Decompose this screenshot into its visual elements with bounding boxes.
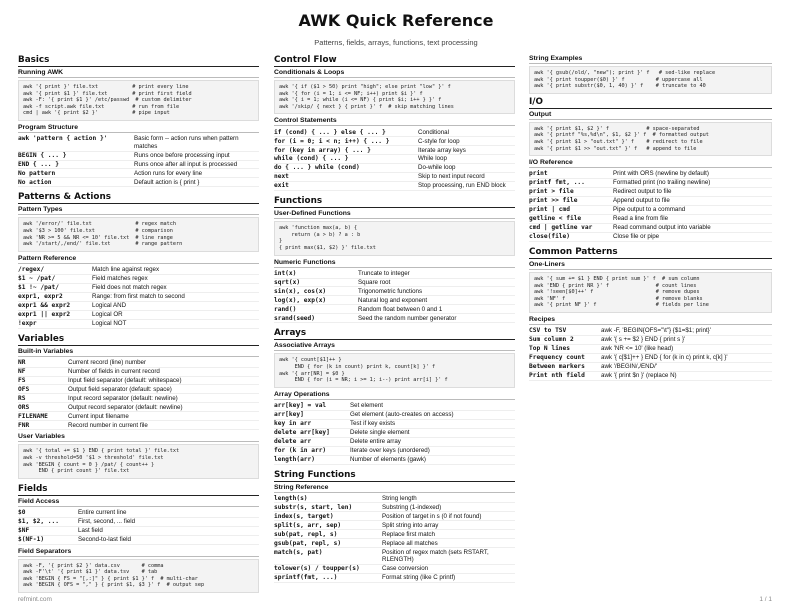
subsection-title: Numeric Functions (274, 259, 515, 268)
table-row (529, 206, 772, 215)
code-block: awk '{ count[$1]++ } END { for (k in count) print k, count[k] }' f awk '{ arr[NR] = $0 } END { for (i = NR; i >= 1; i--) print arr[i] }' f (274, 353, 515, 387)
row-description: Range: from first match to second (92, 292, 259, 301)
table-row (274, 539, 515, 548)
row-key: sqrt(x) (274, 278, 358, 287)
table-row (274, 137, 515, 146)
row-description: Delete entire array (350, 437, 515, 446)
table-row (18, 517, 259, 526)
row-description: Current record (line) number (68, 359, 259, 367)
row-description: Position of regex match (sets RSTART, RLENGTH) (382, 548, 515, 565)
row-key: NF (18, 367, 68, 376)
row-key: !expr (18, 319, 92, 328)
row-key: printf fmt, ... (529, 179, 613, 188)
sub-numeric-functions (274, 259, 515, 324)
sub-builtin-variables (18, 348, 259, 431)
code-block: awk '{ sum += $1 } END { print sum }' f # sum column awk 'END { print NR }' f # count lines awk '!seen[$0]++' f # remove dupes awk 'NF' f # remove blanks awk '{ print NF }' f # fields per line (529, 272, 772, 313)
section-title: Patterns & Actions (18, 192, 259, 204)
row-description: Natural log and exponent (358, 296, 515, 305)
table-row (18, 535, 259, 544)
reference-table (18, 135, 259, 187)
row-key: FS (18, 376, 68, 385)
row-description: Pipe output to a command (613, 206, 772, 215)
table-row (529, 362, 772, 371)
subsection-title: Pattern Reference (18, 255, 259, 264)
subsection-title: Recipes (529, 316, 772, 325)
row-description: Iterate array keys (418, 146, 515, 155)
table-row (274, 164, 515, 173)
footer-site: refmint.com (18, 596, 52, 603)
table-row (274, 521, 515, 530)
row-key: int(x) (274, 270, 358, 278)
row-description: Replace all matches (382, 539, 515, 548)
sub-running-awk (18, 69, 259, 121)
row-description: Output field separator (default: space) (68, 385, 259, 394)
subsection-title: Array Operations (274, 391, 515, 400)
section-title: Common Patterns (529, 247, 772, 259)
table-row (274, 495, 515, 503)
table-row (274, 305, 515, 314)
column-3 (529, 55, 772, 386)
row-description: Runs once before processing input (134, 151, 259, 160)
sub-user-functions (274, 210, 515, 255)
row-key: gsub(pat, repl, s) (274, 539, 382, 548)
table-row (18, 376, 259, 385)
row-description: Truncate to integer (358, 270, 515, 278)
table-row (18, 367, 259, 376)
row-key: cmd | getline var (529, 223, 613, 232)
row-description: awk 'NR <= 10' (like head) (601, 344, 772, 353)
table-row (18, 266, 259, 274)
row-description: awk '{ c[$1]++ } END { for (k in c) print k, c[k] }' (601, 353, 772, 362)
row-description: Conditional (418, 128, 515, 136)
row-description: C-style for loop (418, 137, 515, 146)
table-row (274, 573, 515, 582)
row-description: Logical OR (92, 310, 259, 319)
page-title: AWK Quick Reference (298, 11, 494, 30)
row-key: split(s, arr, sep) (274, 521, 382, 530)
subsection-title: Control Statements (274, 117, 515, 126)
table-row (274, 402, 515, 410)
table-row (18, 292, 259, 301)
table-row (18, 301, 259, 310)
code-block: awk '{ gsub(/old/, "new"); print }' f # sed-like replace awk '{ print toupper($0) }' f # uppercase all awk '{ print substr($0, 1, 40) }' f # truncate to 40 (529, 66, 772, 94)
row-key: print (529, 170, 613, 178)
row-key: srand(seed) (274, 314, 358, 323)
table-row (274, 287, 515, 296)
section-string-functions (274, 470, 515, 583)
section-title: Basics (18, 55, 259, 67)
reference-table (274, 402, 515, 465)
row-key: $NF (18, 526, 78, 535)
row-key: if (cond) { ... } else { ... } (274, 128, 418, 136)
table-row (529, 197, 772, 206)
row-description: Seed the random number generator (358, 314, 515, 323)
row-description: Record number in current file (68, 421, 259, 430)
table-row (274, 455, 515, 464)
row-description: Delete single element (350, 428, 515, 437)
table-row (274, 428, 515, 437)
table-row (18, 526, 259, 535)
row-description: awk '{ print $n }' (replace N) (601, 371, 772, 380)
sub-string-examples (529, 55, 772, 94)
section-control-flow (274, 55, 515, 191)
row-description: Split string into array (382, 521, 515, 530)
sub-io-reference (529, 159, 772, 242)
row-key: length(s) (274, 495, 382, 503)
section-title: String Functions (274, 470, 515, 482)
sub-field-separators (18, 548, 259, 593)
table-row (274, 182, 515, 191)
section-title: Fields (18, 484, 259, 496)
row-key: for (i = 0; i < n; i++) { ... } (274, 137, 418, 146)
row-key: No pattern (18, 169, 134, 178)
row-key: while (cond) { ... } (274, 155, 418, 164)
row-key: $1 !~ /pat/ (18, 283, 92, 292)
row-description: Second-to-last field (78, 535, 259, 544)
sub-string-reference (274, 484, 515, 583)
row-key: Between markers (529, 362, 601, 371)
row-key: length(arr) (274, 455, 350, 464)
sub-control-statements (274, 117, 515, 191)
row-key: $(NF-1) (18, 535, 78, 544)
table-row (529, 344, 772, 353)
row-key: index(s, target) (274, 512, 382, 521)
sub-associative-arrays (274, 342, 515, 387)
table-row (274, 270, 515, 278)
row-key: ORS (18, 403, 68, 412)
row-description: Current input filename (68, 412, 259, 421)
sub-user-variables (18, 433, 259, 478)
row-description: Get element (auto-creates on access) (350, 410, 515, 419)
row-key: NR (18, 359, 68, 367)
row-description: Stop processing, run END block (418, 182, 515, 191)
row-key: /regex/ (18, 266, 92, 274)
subsection-title: I/O Reference (529, 159, 772, 168)
row-description: Test if key exists (350, 419, 515, 428)
row-description: Number of elements (gawk) (350, 455, 515, 464)
row-key: END { ... } (18, 160, 134, 169)
subsection-title: String Reference (274, 484, 515, 493)
subsection-title: User Variables (18, 433, 259, 442)
table-row (18, 310, 259, 319)
reference-table (18, 359, 259, 431)
row-description: Field does not match regex (92, 283, 259, 292)
row-description: While loop (418, 155, 515, 164)
subsection-title: Program Structure (18, 124, 259, 133)
row-description: Read command output into variable (613, 223, 772, 232)
code-block: awk '{ print }' file.txt # print every line awk '{ print $1 }' file.txt # print first field awk -F: '{ print $1 }' /etc/passwd # custom delimiter awk -f script.awk file.txt # run from file cmd | awk '{ print $2 }' # pipe input (18, 80, 259, 121)
table-row (18, 274, 259, 283)
table-row (274, 419, 515, 428)
row-key: delete arr (274, 437, 350, 446)
row-description: First, second, ... field (78, 517, 259, 526)
row-description: Input field separator (default: whitespace) (68, 376, 259, 385)
row-description: Close file or pipe (613, 232, 772, 241)
table-row (274, 530, 515, 539)
sub-one-liners (529, 261, 772, 313)
table-row (18, 403, 259, 412)
code-block: awk '/error/' file.txt # regex match awk '$3 > 100' file.txt # comparison awk 'NR >= 5 && NR <= 10' file.txt # line range awk '/start/,/end/' file.txt # range pattern (18, 217, 259, 251)
footer-page-number: 1 / 1 (759, 596, 772, 603)
row-description: Skip to next input record (418, 173, 515, 182)
row-description: Random float between 0 and 1 (358, 305, 515, 314)
section-title: I/O (529, 97, 772, 109)
row-key: sin(x), cos(x) (274, 287, 358, 296)
subsection-title: String Examples (529, 55, 772, 64)
table-row (529, 170, 772, 178)
row-key: Print nth field (529, 371, 601, 380)
row-key: rand() (274, 305, 358, 314)
table-row (274, 512, 515, 521)
row-description: Action runs for every line (134, 169, 259, 178)
table-row (18, 160, 259, 169)
section-title: Variables (18, 334, 259, 346)
row-key: awk 'pattern { action }' (18, 135, 134, 151)
table-row (274, 173, 515, 182)
row-description: Field matches regex (92, 274, 259, 283)
table-row (529, 327, 772, 335)
table-row (274, 314, 515, 323)
row-key: for (key in array) { ... } (274, 146, 418, 155)
row-description: Do-while loop (418, 164, 515, 173)
row-description: Set element (350, 402, 515, 410)
section-title: Functions (274, 196, 515, 208)
row-key: for (k in arr) (274, 446, 350, 455)
row-description: Square root (358, 278, 515, 287)
row-description: awk '{ s += $2 } END { print s }' (601, 335, 772, 344)
row-key: CSV to TSV (529, 327, 601, 335)
table-row (274, 564, 515, 573)
row-description: Formatted print (no trailing newline) (613, 179, 772, 188)
section-functions (274, 196, 515, 323)
column-1 (18, 55, 259, 598)
row-key: BEGIN { ... } (18, 151, 134, 160)
table-row (274, 446, 515, 455)
section-basics (18, 55, 259, 187)
reference-table (18, 266, 259, 329)
row-key: arr[key] = val (274, 402, 350, 410)
subsection-title: Output (529, 111, 772, 120)
sub-conditionals-loops (274, 69, 515, 114)
row-key: RS (18, 394, 68, 403)
row-description: Position of target in s (0 if not found) (382, 512, 515, 521)
section-common-patterns (529, 247, 772, 381)
table-row (18, 359, 259, 367)
subsection-title: Field Separators (18, 548, 259, 557)
section-patterns (18, 192, 259, 328)
sub-output (529, 111, 772, 156)
row-description: Input record separator (default: newline) (68, 394, 259, 403)
row-key: do { ... } while (cond) (274, 164, 418, 173)
sub-recipes (529, 316, 772, 381)
table-row (18, 169, 259, 178)
section-fields (18, 484, 259, 593)
table-row (529, 188, 772, 197)
row-description: Output record separator (default: newline) (68, 403, 259, 412)
row-key: OFS (18, 385, 68, 394)
row-key: delete arr[key] (274, 428, 350, 437)
row-description: Redirect output to file (613, 188, 772, 197)
row-description: Runs once after all input is processed (134, 160, 259, 169)
table-row (18, 151, 259, 160)
row-key: next (274, 173, 418, 182)
row-key: sub(pat, repl, s) (274, 530, 382, 539)
sub-array-operations (274, 391, 515, 465)
code-block: awk '{ if ($1 > 50) print "high"; else print "low" }' f awk '{ for (i = 1; i <= NF; i++) print $i }' f awk '{ i = 1; while (i <= NF) { print $i; i++ } }' f awk '/skip/ { next } { print }' f # skip matching lines (274, 80, 515, 114)
row-key: sprintf(fmt, ...) (274, 573, 382, 582)
table-row (18, 412, 259, 421)
table-row (529, 232, 772, 241)
row-key: expr1, expr2 (18, 292, 92, 301)
table-row (529, 335, 772, 344)
row-description: Iterate over keys (unordered) (350, 446, 515, 455)
row-key: arr[key] (274, 410, 350, 419)
table-row (18, 135, 259, 151)
row-description: Logical AND (92, 301, 259, 310)
code-block: awk '{ total += $1 } END { print total }' file.txt awk -v threshold=50 '$1 > threshold' file.txt awk 'BEGIN { count = 0 } /pat/ { count++ } END { print count }' file.txt (18, 444, 259, 478)
row-key: No action (18, 178, 134, 187)
row-key: $1 ~ /pat/ (18, 274, 92, 283)
row-key: $1, $2, ... (18, 517, 78, 526)
table-row (274, 410, 515, 419)
table-row (274, 296, 515, 305)
row-key: print >> file (529, 197, 613, 206)
row-key: close(file) (529, 232, 613, 241)
table-row (18, 509, 259, 517)
page-subtitle: Patterns, fields, arrays, functions, text processing (314, 38, 478, 47)
sub-field-access (18, 498, 259, 545)
row-key: $0 (18, 509, 78, 517)
row-key: substr(s, start, len) (274, 503, 382, 512)
row-key: Sum column 2 (529, 335, 601, 344)
table-row (18, 283, 259, 292)
row-key: Top N lines (529, 344, 601, 353)
row-description: awk -F, 'BEGIN{OFS="\t"} {$1=$1; print}' (601, 327, 772, 335)
table-row (274, 128, 515, 136)
sub-program-structure (18, 124, 259, 187)
subsection-title: Field Access (18, 498, 259, 507)
subsection-title: Built-in Variables (18, 348, 259, 357)
section-arrays (274, 328, 515, 464)
reference-table (529, 170, 772, 242)
row-description: Replace first match (382, 530, 515, 539)
row-description: Substring (1-indexed) (382, 503, 515, 512)
row-key: Frequency count (529, 353, 601, 362)
reference-table (274, 270, 515, 324)
table-row (274, 548, 515, 565)
section-title: Arrays (274, 328, 515, 340)
row-key: expr1 || expr2 (18, 310, 92, 319)
row-description: Read a line from file (613, 215, 772, 224)
row-key: print > file (529, 188, 613, 197)
row-description: Format string (like C printf) (382, 573, 515, 582)
row-key: FILENAME (18, 412, 68, 421)
row-description: String length (382, 495, 515, 503)
row-key: exit (274, 182, 418, 191)
table-row (529, 215, 772, 224)
column-2 (274, 55, 515, 588)
table-row (18, 385, 259, 394)
subsection-title: User-Defined Functions (274, 210, 515, 219)
row-key: key in arr (274, 419, 350, 428)
table-row (18, 421, 259, 430)
row-description: Trigonometric functions (358, 287, 515, 296)
subsection-title: Conditionals & Loops (274, 69, 515, 78)
row-description: Logical NOT (92, 319, 259, 328)
row-description: Append output to file (613, 197, 772, 206)
table-row (274, 503, 515, 512)
table-row (274, 278, 515, 287)
table-row (274, 437, 515, 446)
sub-pattern-types (18, 206, 259, 251)
row-description: Print with ORS (newline by default) (613, 170, 772, 178)
row-description: Basic form -- action runs when pattern matches (134, 135, 259, 151)
table-row (274, 146, 515, 155)
row-description: Number of fields in current record (68, 367, 259, 376)
subsection-title: One-Liners (529, 261, 772, 270)
row-key: tolower(s) / toupper(s) (274, 564, 382, 573)
table-row (274, 155, 515, 164)
table-row (529, 371, 772, 380)
sub-pattern-reference (18, 255, 259, 329)
row-key: print | cmd (529, 206, 613, 215)
row-key: match(s, pat) (274, 548, 382, 565)
section-variables (18, 334, 259, 479)
row-key: log(x), exp(x) (274, 296, 358, 305)
row-description: Case conversion (382, 564, 515, 573)
code-block: awk 'function max(a, b) { return (a > b) ? a : b } { print max($1, $2) }' file.txt (274, 221, 515, 255)
row-description: Last field (78, 526, 259, 535)
row-key: getline < file (529, 215, 613, 224)
row-description: awk '/BEGIN/,/END/' (601, 362, 772, 371)
section-io (529, 97, 772, 242)
table-row (18, 178, 259, 187)
row-key: expr1 && expr2 (18, 301, 92, 310)
table-row (529, 179, 772, 188)
row-key: FNR (18, 421, 68, 430)
reference-table (274, 128, 515, 191)
table-row (18, 319, 259, 328)
reference-table (529, 327, 772, 381)
table-row (18, 394, 259, 403)
subsection-title: Pattern Types (18, 206, 259, 215)
subsection-title: Running AWK (18, 69, 259, 78)
row-description: Entire current line (78, 509, 259, 517)
row-description: Default action is { print } (134, 178, 259, 187)
row-description: Match line against regex (92, 266, 259, 274)
section-title: Control Flow (274, 55, 515, 67)
table-row (529, 223, 772, 232)
table-row (529, 353, 772, 362)
subsection-title: Associative Arrays (274, 342, 515, 351)
reference-table (18, 509, 259, 545)
code-block: awk '{ print $1, $2 }' f # space-separated awk '{ printf "%s,%d\n", $1, $2 }' f # formatted output awk '{ print $1 > "out.txt" }' f # redirect to file awk '{ print $1 >> "out.txt" }' f # append to file (529, 122, 772, 156)
code-block: awk -F, '{ print $2 }' data.csv # comma awk -F'\t' '{ print $1 }' data.tsv # tab awk 'BEGIN { FS = "[,:]" } { print $1 }' f # multi-char awk 'BEGIN { OFS = "," } { print $1, $3 }' f # output sep (18, 559, 259, 593)
reference-table (274, 495, 515, 583)
